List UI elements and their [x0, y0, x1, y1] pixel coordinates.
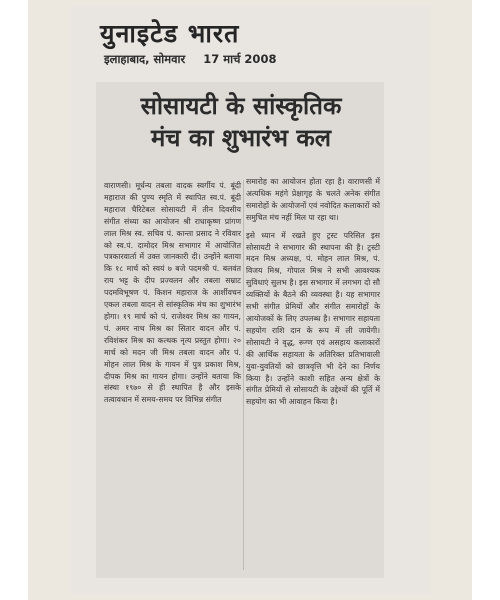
dateline-city: इलाहाबाद, सोमवार	[104, 52, 186, 66]
newspaper-masthead: युनाइटेड भारत	[100, 19, 240, 48]
column-2-paragraph-2: इसे ध्यान में रखते हुए ट्रस्ट परिसित इस सोसायटी ने सभागार की स्थापना की है। ट्रस्टी मदन मिश्र अध्यक्ष, पं. मोहन लाल मिश्र, पं. विजय मिश्र, गोपाल मिश्र ने सभी आवश्यक सुविधाएं सुलभ है। इस सभागार में लगभग दो सौ व्यक्तियों के बैठने की व्यवस्था है। यह सभागार सभी संगीत प्रेमियों और संगीत समारोहों के आयोजकों के लिए उपलब्ध है। सभागार सहायता सहयोग राशि दान के रूप में ली जायेगी। सोसायटी ने वृद्ध, रूग्ण एवं असहाय कलाकारों की आर्थिक सहायता के अतिरिक्त प्रतिभावाली युवा-युवतियों को छात्रवृत्ति भी देने का निर्णय किया है। उन्होंने काशी सहित अन्य क्षेत्रों के संगीत प्रेमियों से सोसायटी के उद्देश्यों की पूर्ति में सहयोग का भी आवाहन किया है।	[246, 230, 380, 407]
headline-line-2: मंच का शुभारंभ कल	[150, 124, 332, 152]
column-2-paragraph-1: समारोह का आयोजन होता रहा है। वाराणसी में अत्यधिक महंगे प्रेक्षागृह के चलते अनेक संगीत समारोहों के आयोजनों एवं नवोदित कलाकारों को समुचित मंच नहीं मिल पा रहा था।	[246, 177, 380, 222]
dateline	[104, 52, 404, 67]
column-divider	[243, 180, 244, 570]
dateline-date: 17 मार्च 2008	[203, 52, 277, 66]
article-column-1	[104, 180, 241, 412]
article-column-2	[246, 176, 380, 414]
headline-line-1: सोसायटी के सांस्कृतिक	[140, 92, 342, 120]
article-headline	[100, 90, 382, 154]
column-1-text: वाराणसी। मूर्धन्य तबला वादक स्वर्गीय पं. बूंदी महाराज की पुण्य स्मृति में स्थापित स्व.पं. बूंदी महाराज चैरिटेबल सोसायटी में तीन दिवसीय संगीत संध्या का आयोजन श्री राधाकृष्ण प्रांगण लाल मिश्र स्व. सचिव पं. कान्ता प्रसाद ने रविवार को स्व.पं. दामोदर मिश्र सभागार में आयोजित पत्रकारवार्ता में उक्त जानकारी दी। उन्होंने बताया कि १८ मार्च को स्वयं ७ बजे पदमश्री पं. बलवंत राय भट्ट के दीप प्रज्वलन और तबला सम्राट पदमविभूषण पं. किशन महाराज के आर्शीवचन एकल तबला वादन से सांस्कृतिक मंच का शुभारंभ होगा। १९ मार्च को पं. राजेश्वर मिश्र का गायन, पं. अमर नाथ मिश्र का सितार वादन और पं. रविशंकर मिश्र का कत्थक नृत्य प्रस्तुत होगा। २० मार्च को मदन जी मिश्र तबला वादन और पं. मोहन लाल मिश्र के गायन में पुत्र प्रकाश मिश्र, दीपक मिश्र का गायन होगा। उन्होंने बताया कि संस्था १९७० से ही स्थापित है और इसके तत्वावधान में समय-समय पर विभिन्न संगीत	[104, 181, 241, 405]
